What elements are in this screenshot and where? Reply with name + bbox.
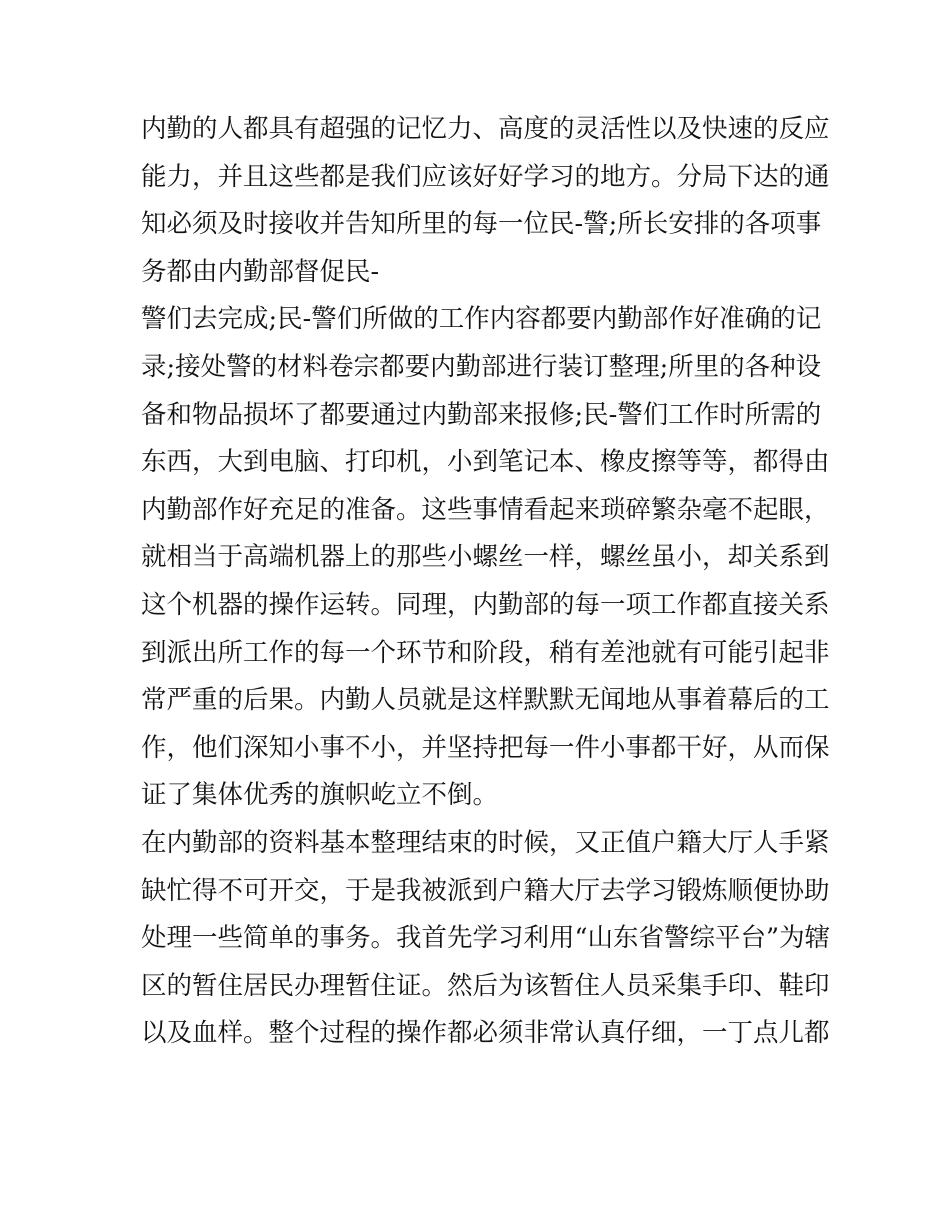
text-line: 常严重的后果。内勤人员就是这样默默无闻地从事着幕后的工 [141,685,830,716]
text-line: 区的暂住居民办理暂住证。然后为该暂住人员采集手印、鞋印 [141,970,830,1001]
text-line: 务都由内勤部督促民- [141,256,380,287]
text-line: 内勤的人都具有超强的记忆力、高度的灵活性以及快速的反应 [141,114,830,144]
body-text [141,106,831,1058]
text-line: 证了集体优秀的旗帜屹立不倒。 [141,780,499,811]
text-line: 录;接处警的材料卷宗都要内勤部进行装订整理;所里的各种设 [141,351,822,382]
text-line: 缺忙得不可开交，于是我被派到户籍大厅去学习锻炼顺便协助 [141,875,830,906]
text-line: 知必须及时接收并告知所里的每一位民-警;所长安排的各项事 [141,209,822,240]
text-line: 警们去完成;民-警们所做的工作内容都要内勤部作好准确的记 [141,304,822,335]
text-line: 备和物品损坏了都要通过内勤部来报修;民-警们工作时所需的 [141,399,822,430]
text-line: 到派出所工作的每一个环节和阶段，稍有差池就有可能引起非 [141,637,830,668]
text-line: 能力，并且这些都是我们应该好好学习的地方。分局下达的通 [141,161,830,192]
text-line: 在内勤部的资料基本整理结束的时候，又正值户籍大厅人手紧 [141,827,830,858]
text-line: 作，他们深知小事不小，并坚持把每一件小事都干好，从而保 [141,732,830,763]
text-line: 就相当于高端机器上的那些小螺丝一样，螺丝虽小，却关系到 [141,542,830,573]
text-line: 以及血样。整个过程的操作都必须非常认真仔细，一丁点儿都 [141,1018,830,1049]
text-line: 处理一些简单的事务。我首先学习利用“山东省警综平台”为辖 [141,923,831,954]
text-line: 这个机器的操作运转。同理，内勤部的每一项工作都直接关系 [141,589,830,620]
text-line: 内勤部作好充足的准备。这些事情看起来琐碎繁杂毫不起眼， [141,494,830,525]
text-line: 东西，大到电脑、打印机，小到笔记本、橡皮擦等等，都得由 [141,447,830,478]
